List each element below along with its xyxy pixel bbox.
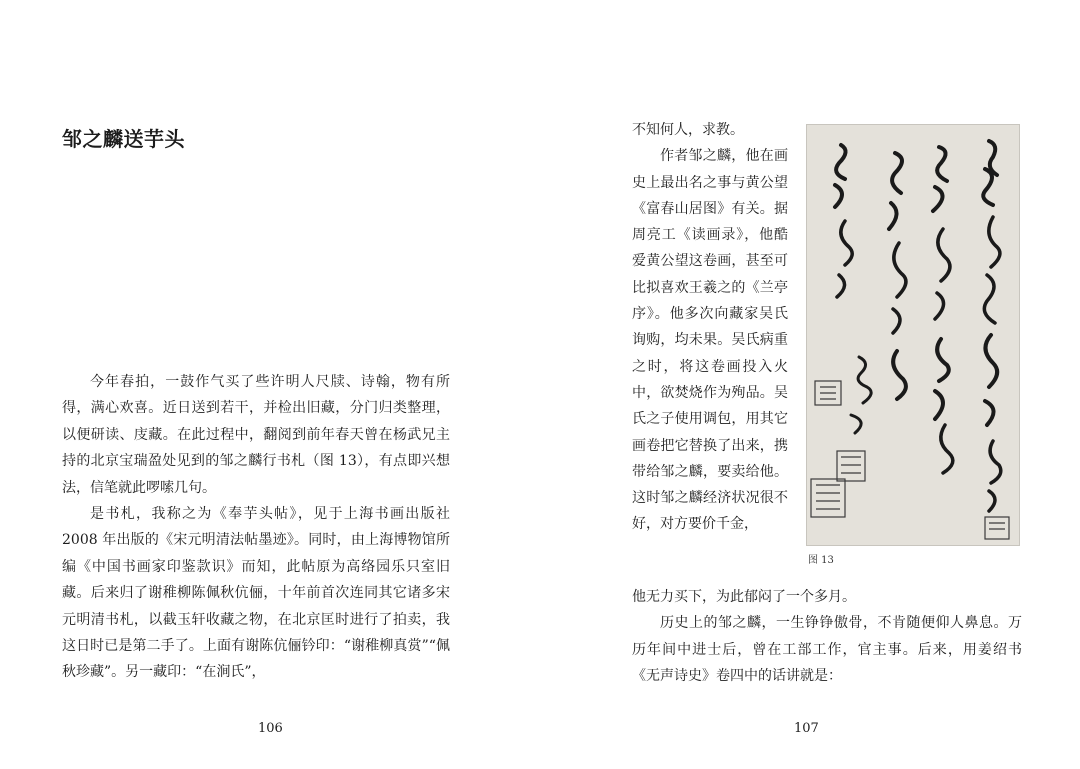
page-number-right: 107 bbox=[794, 721, 819, 736]
calligraphy-illustration bbox=[807, 125, 1019, 545]
page-number-left: 106 bbox=[258, 721, 283, 736]
figure-caption: 图 13 bbox=[808, 555, 834, 566]
left-body-text bbox=[62, 369, 450, 686]
paragraph: 是书札，我称之为《奉芋头帖》，见于上海书画出版社 2008 年出版的《宋元明清法帖墨迹》。同时，由上海博物馆所编《中国书画家印鉴款识》而知，此帖原为高络园乐只室旧藏。后来归了谢稚柳陈佩秋伉俪，十年前首次连同其它诸多宋元明清书札，以截玉轩收藏之物，在北京匡时进行了拍卖，我这日时已是第二手了。上面有谢陈伉俪钤印：“谢稚柳真赏”“佩秋珍藏”。另一藏印：“在涧氏”， bbox=[62, 506, 450, 681]
paragraph: 作者邹之麟，他在画史上最出名之事与黄公望《富春山居图》有关。据周亮工《读画录》，他酷爱黄公望这卷画，甚至可比拟喜欢王羲之的《兰亭序》。他多次向藏家吴氏询购，均未果。吴氏病重之时，将这卷画投入火中，欲焚烧作为殉品。吴氏之子使用调包，用其它画卷把它替换了出来，携带给邹之麟，要卖给他。这时邹之麟经济状况很不好，对方要价千金， bbox=[632, 148, 788, 533]
article-title: 邹之麟送芋头 bbox=[62, 127, 185, 151]
paragraph: 今年春拍，一鼓作气买了些许明人尺牍、诗翰，物有所得，满心欢喜。近日送到若干，并检出旧藏，分门归类整理，以便研读、庋藏。在此过程中，翻阅到前年春天曾在杨武兄主持的北京宝瑞盈处见到的邹之麟行书札（图 13），有点即兴想法，信笔就此啰嗦几句。 bbox=[62, 374, 450, 496]
paragraph: 历史上的邹之麟，一生铮铮傲骨，不肯随便仰人鼻息。万历年间中进士后，曾在工部工作，官主事。后来，用姜绍书《无声诗史》卷四中的话讲就是： bbox=[632, 615, 1022, 685]
paragraph-continued: 不知何人，求教。 bbox=[632, 122, 744, 138]
paragraph-continued: 他无力买下，为此郁闷了一个多月。 bbox=[632, 589, 856, 605]
calligraphy-letter-image bbox=[806, 124, 1020, 546]
right-narrow-column bbox=[632, 117, 788, 538]
right-body-text bbox=[632, 584, 1022, 690]
right-page bbox=[540, 0, 1080, 769]
